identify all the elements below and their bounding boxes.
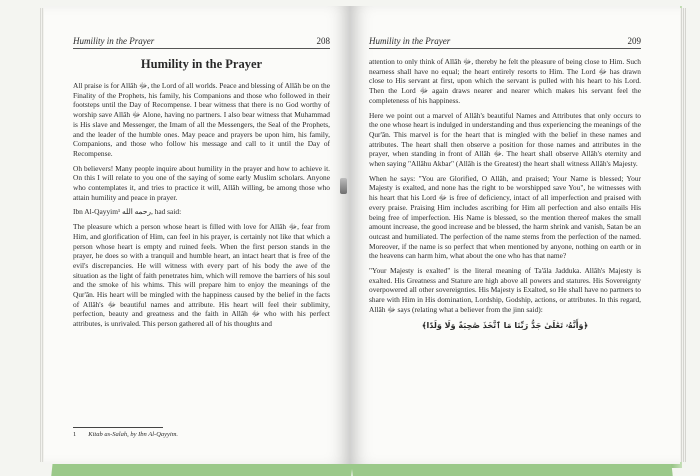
page-number: 209 bbox=[627, 36, 641, 46]
paragraph: All praise is for Allâh ﷻ, the Lord of all worlds. Peace and blessing of Allâh be on the Finality of the Prophets, his family, his Companions and those who followed in their footsteps until the Day of Recompense. I bear witness that there is no God worthy of worship save Allâh ﷻ Alone, having no partners. I also bear witness that Muhammad is His slave and Messenger, the Imam of all the Messengers, the Seal of the Prophets, and the leader of the humble ones. May peace and prayers be upon him, his family, Companions, and those who follow his message and call to it until the Day of Recompense. bbox=[73, 81, 331, 158]
footnote bbox=[73, 423, 330, 438]
paragraph: The pleasure which a person whose heart is filled with love for Allâh ﷻ, fear from Him, and glorification of Him, can feel in his prayer, is certainly not like that which a person whose heart is empty and ruined feels. When the first person stands in the prayer, he does so with a tranquil and humble heart, an intact heart that is free of the evil's discrepancies. He will witness with every part of his body the awe of the situation as the light of faith penetrates him, which will remove the barriers of his soul and the smoke of his whims. This will prepare him to enjoy the meanings of the Qur'ân. His heart will be mingled with the happiness caused by the belief in the facts of Allâh's ﷻ beautiful names and attribute. His heart will feel their sublimity, perfection, beauty and greatness and the faith in Allâh ﷻ who with his perfect attributes, is unrivaled. This person gathered all of his thoughts and bbox=[73, 222, 330, 329]
footnote-text: Kitab as-Salah, by Ibn Al-Qayyim. bbox=[88, 431, 179, 438]
paragraph: Here we point out a marvel of Allâh's beautiful Names and Attributes that only occurs to the one whose heart is indulged in understanding and thus experiencing the meanings of the Qur'ân. This marvel is for the heart that is mingled with the belief in these names and attributes. The heart shall then observe a position for those names and attributes in the prayer, when standing in front of Allâh ﷻ. The heart shall observe Allâh's eternity and when saying "Allâhu Akbar" (Allâh is the Greatest) the heart shall witness Allâh's Majesty. bbox=[369, 110, 641, 169]
page-stack-right bbox=[680, 8, 686, 462]
paragraph: Oh believers! Many people inquire about humility in the prayer and how to achieve it. On this I will relate to you one of the saying of some early Muslim scholars. Anyone who contemplates it, and tries to practice it will, Allâh willing, be among those who attain humility and peace in prayer. bbox=[73, 163, 330, 202]
footnote-number: 1 bbox=[73, 431, 77, 438]
paragraph: Ibn Al-Qayyim¹ رحمه الله, had said: bbox=[73, 207, 182, 217]
right-page bbox=[350, 6, 680, 464]
running-title: Humility in the Prayer bbox=[73, 36, 155, 46]
book-cover-bottom-left bbox=[51, 462, 352, 476]
running-title: Humility in the Prayer bbox=[369, 36, 451, 46]
paragraph: "Your Majesty is exalted" is the literal meaning of Ta'âla Jadduka. Allâh's Majesty is exalted. His Greatness and Stature are high above all powers and statures. His Sovereignty overpowered all other sovereignties. His Majesty is Exalted, so He shall have no partners to share with Him in His domination, Lordship, Godship, actions, or attributes. In this regard, Allâh ﷻ says (relating what a believer from the jinn said): bbox=[369, 266, 641, 314]
left-page-header bbox=[73, 36, 330, 49]
binding-clip bbox=[340, 178, 347, 194]
chapter-title: Humility in the Prayer bbox=[140, 57, 263, 71]
paragraph: attention to only think of Allâh ﷻ, thereby he felt the pleasure of being close to Him. Such nearness shall have no equal; the heart entirely resorts to Him. The Lord ﷻ has drawn close to His servant at first, upon which the servant is pulled with his heart to his Lord. Then the Lord ﷻ again draws nearer and nearer which makes his servant feel the completeness of his happiness. bbox=[369, 57, 641, 105]
right-page-header bbox=[369, 36, 641, 49]
page-number: 208 bbox=[316, 36, 330, 46]
footnote-rule bbox=[73, 427, 163, 428]
quran-verse: ﴿وَأَنَّهُۥ تَعَٰلَىٰ جَدُّ رَبِّنَا مَا ٱتَّخَذَ صَٰحِبَةً وَلَا وَلَدًا﴾ bbox=[421, 320, 589, 330]
paragraph: When he says: "You are Glorified, O Allâh, and praised; Your Name is blessed; Your Majesty is exalted, and none has the right to be worshipped save You", he witnesses with his heart that his Lord ﷻ is free of deficiency, intact of all imperfection and praised with every praise. Praising Him includes ascribing for Him all perfection and also entails His being free of imperfection. His Name is blessed, so the mention thereof makes the small amount increase, the good increase and be blessed, the harm shrink and vanish, Satan be an outcast and humiliated. The perfection of the name stems from the perfection of the named. Moreover, if the name is so perfect that when mentioned by anyone, nothing on earth or in the heavens can harm him, what about the one who has that name? bbox=[369, 173, 641, 261]
book-cover-bottom-right bbox=[351, 462, 672, 476]
left-page bbox=[44, 6, 350, 464]
